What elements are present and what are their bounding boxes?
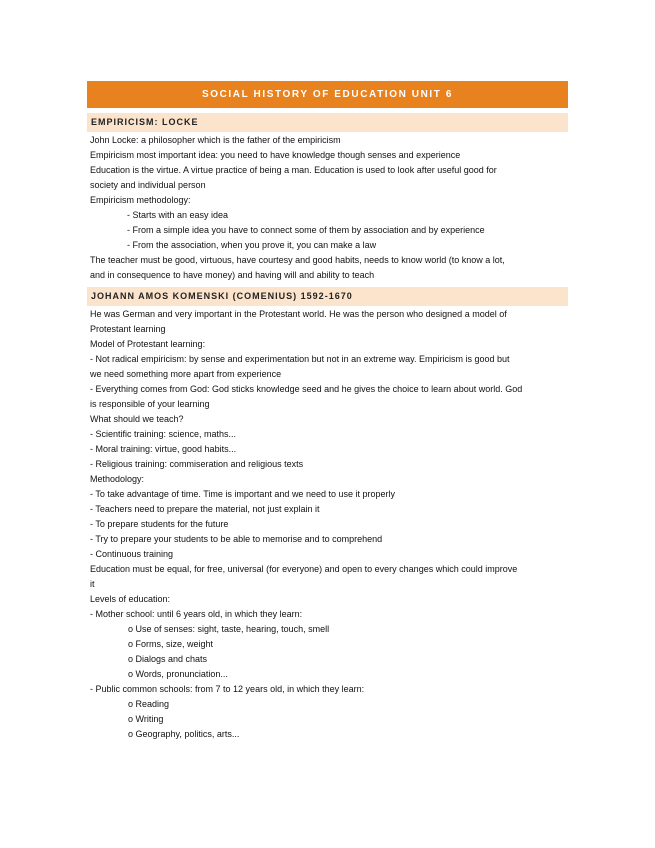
text-line: Protestant learning	[90, 324, 166, 334]
text-line: - Public common schools: from 7 to 12 years old, in which they learn:	[90, 684, 365, 694]
bullet-item: - Starts with an easy idea	[127, 210, 229, 220]
text-line: - Not radical empiricism: by sense and experimentation but not in an extreme way. Empiricism is good but	[90, 354, 510, 364]
text-line: What should we teach?	[90, 414, 184, 424]
text-line: - Scientific training: science, maths...	[90, 429, 237, 439]
bullet-item: - From the association, when you prove it, you can make a law	[127, 240, 377, 250]
text-line: John Locke: a philosopher which is the father of the empiricism	[90, 135, 341, 145]
text-line: and in consequence to have money) and having will and ability to teach	[90, 270, 375, 280]
section-heading-locke: EMPIRICISM: LOCKE	[87, 113, 568, 132]
text-line: society and individual person	[90, 180, 206, 190]
text-line: Model of Protestant learning:	[90, 339, 206, 349]
sub-bullet-item: o Words, pronunciation...	[128, 669, 228, 679]
sub-bullet-item: o Reading	[128, 699, 170, 709]
text-line: is responsible of your learning	[90, 399, 210, 409]
sub-bullet-item: o Writing	[128, 714, 164, 724]
text-line: - To prepare students for the future	[90, 519, 229, 529]
text-line: Education is the virtue. A virtue practice of being a man. Education is used to look after useful good for	[90, 165, 497, 175]
text-line: - Mother school: until 6 years old, in which they learn:	[90, 609, 303, 619]
text-line: - Teachers need to prepare the material, not just explain it	[90, 504, 320, 514]
text-line: - Everything comes from God: God sticks knowledge seed and he gives the choice to learn about world. God	[90, 384, 523, 394]
text-line: - Continuous training	[90, 549, 174, 559]
section-body-komenski	[87, 306, 568, 746]
text-line: - To take advantage of time. Time is important and we need to use it properly	[90, 489, 395, 499]
sub-bullet-item: o Geography, politics, arts...	[128, 729, 240, 739]
text-line: The teacher must be good, virtuous, have courtesy and good habits, needs to know world (to know a lot,	[90, 255, 505, 265]
sub-bullet-item: o Dialogs and chats	[128, 654, 208, 664]
text-line: - Religious training: commiseration and religious texts	[90, 459, 304, 469]
text-line: it	[90, 579, 95, 589]
text-line: - Try to prepare your students to be able to memorise and to comprehend	[90, 534, 383, 544]
document-title: SOCIAL HISTORY OF EDUCATION UNIT 6	[87, 81, 568, 108]
document-page	[87, 81, 568, 746]
text-line: He was German and very important in the Protestant world. He was the person who designed a model of	[90, 309, 507, 319]
text-line: Education must be equal, for free, universal (for everyone) and open to every changes which could improve	[90, 564, 518, 574]
section-body-locke	[87, 132, 568, 287]
text-line: - Moral training: virtue, good habits...	[90, 444, 237, 454]
bullet-item: - From a simple idea you have to connect some of them by association and by experience	[127, 225, 485, 235]
text-line: we need something more apart from experience	[90, 369, 282, 379]
text-line: Empiricism methodology:	[90, 195, 191, 205]
text-line: Methodology:	[90, 474, 145, 484]
section-heading-komenski: JOHANN AMOS KOMENSKI (COMENIUS) 1592-1670	[87, 287, 568, 306]
sub-bullet-item: o Use of senses: sight, taste, hearing, touch, smell	[128, 624, 330, 634]
text-line: Empiricism most important idea: you need to have knowledge though senses and experience	[90, 150, 461, 160]
sub-bullet-item: o Forms, size, weight	[128, 639, 214, 649]
text-line: Levels of education:	[90, 594, 171, 604]
